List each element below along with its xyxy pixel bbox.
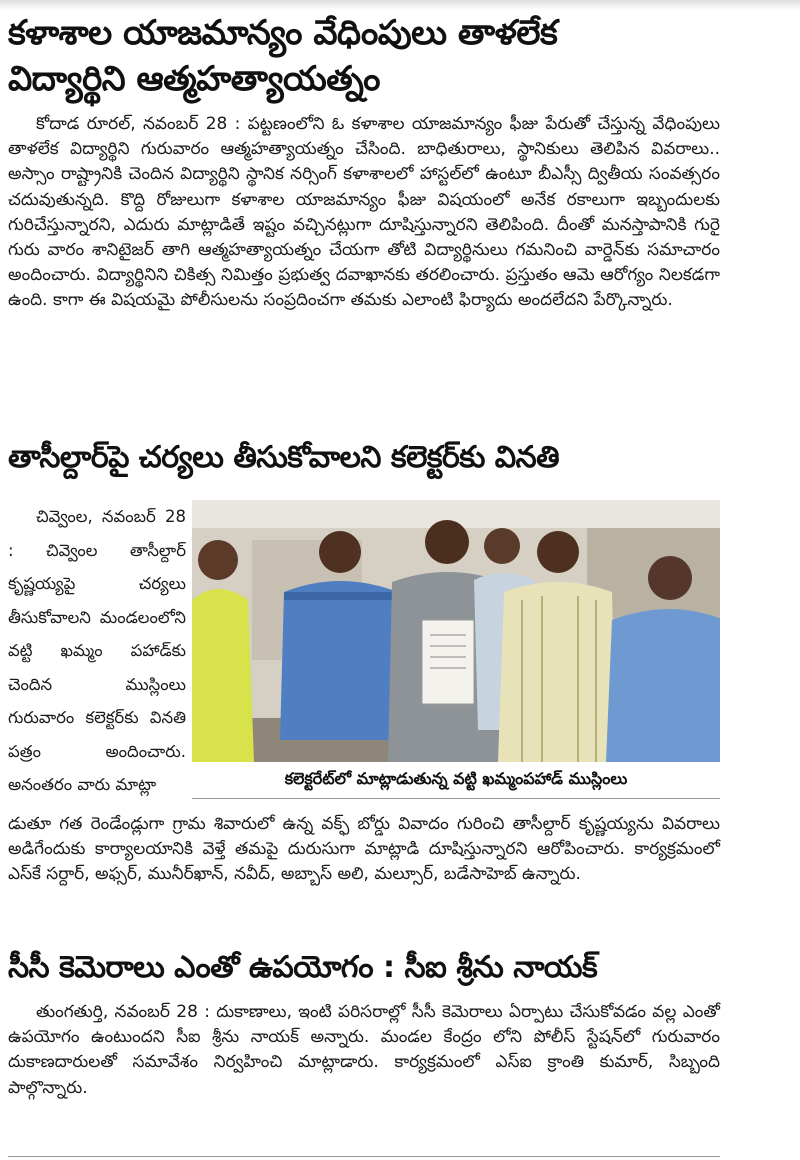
article3-body xyxy=(8,1000,720,1101)
article2-body-left-text: చివ్వెంల, నవంబర్ 28 : చివ్వెంల తాసీల్దార్ కృష్ణయ్యపై చర్యలు తీసుకోవాలని మండలంలోని వట్టి ఖమ్మం పహాడ్‌కు చెందిన ముస్లింలు గురువారం కలెక్టర్‌కు వినతి పత్రం అందించారు. అనంతరం వారు మాట్లా xyxy=(8,507,186,794)
article1-headline-line1: కళాశాల యాజమాన్యం వేధింపులు తాళలేక xyxy=(8,13,558,53)
article2-body-continued: డుతూ గత రెండేండ్లుగా గ్రామ శివారులో ఉన్న వక్ఫ్ బోర్డు వివాదం గురించి తాసీల్దార్ కృష్ణయ్యను వివరాలు అడిగేందుకు కార్యాలయానికి వెళ్తే తమపై దురుసుగా మాట్లాడి దూషిస్తున్నారని ఆరోపించారు. కార్యక్రమంలో ఎస్‌కే సర్దార్, అఫ్సర్, మునీర్‌ఖాన్, నవీద్, అబ్బాస్ అలి, మల్సూర్, బడేసాహెబ్ ఉన్నారు. xyxy=(8,814,720,885)
article1-headline-line2: విద్యార్థిని ఆత్మహత్యాయత్నం xyxy=(8,59,380,99)
cropped-top-edge xyxy=(0,0,800,10)
group-photo-illustration xyxy=(192,500,720,762)
article3-body-text: తుంగతుర్తి, నవంబర్ 28 : దుకాణాలు, ఇంటి పరిసరాల్లో సీసీ కెమెరాలు ఏర్పాటు చేసుకోవడం వల్ల ఎంతో ఉపయోగం ఉంటుందని సీఐ శ్రీను నాయక్ అన్నారు. మండల కేంద్రం లోని పోలీస్ స్టేషన్‌లో గురువారం దుకాణదారులతో సమావేశం నిర్వహించి మాట్లాడారు. కార్యక్రమంలో ఎస్ఐ క్రాంతి కుమార్, సిబ్బంది పాల్గొన్నారు. xyxy=(8,1002,720,1098)
article1-body-text: కోదాడ రూరల్, నవంబర్ 28 : పట్టణంలోని ఓ కళాశాల యాజమాన్యం ఫీజు పేరుతో చేస్తున్న వేధింపులు తాళలేక విద్యార్థిని గురువారం ఆత్మహత్యాయత్నం చేసింది. బాధితురాలు, స్థానికులు తెలిపిన వివరాలు.. అస్సాం రాష్ట్రానికి చెందిన విద్యార్థిని స్థానిక నర్సింగ్ కళాశాలలో హాస్టల్‌లో ఉంటూ బీఎస్సీ ద్వితీయ సంవత్సరం చదువుతున్నది. కొద్ది రోజులుగా కళాశాల యాజమాన్యం ఫీజు విషయంలో అనేక రకాలుగా ఇబ్బందులకు గురిచేస్తున్నారని, ఎదురు మాట్లాడితే ఇష్టం వచ్చినట్లుగా దూషిస్తున్నారని తెలిపింది. దీంతో మనస్తాపానికి గురై గురు వారం శానిటైజర్ తాగి ఆత్మహత్యాయత్నం చేయగా తోటి విద్యార్థినులు గమనించి వార్డెన్‌కు సమాచారం అందించారు. విద్యార్థినిని చికిత్స నిమిత్తం ప్రభుత్వ దవాఖానకు తరలించారు. ప్రస్తుతం ఆమె ఆరోగ్యం నిలకడగా ఉంది. కాగా ఈ విషయమై పోలీసులను సంప్రదించగా తమకు ఎలాంటి ఫిర్యాదు అందలేదని పేర్కొన్నారు. xyxy=(8,114,720,311)
bottom-divider xyxy=(8,1156,720,1157)
article1-body xyxy=(8,112,720,314)
caption-divider xyxy=(192,798,720,799)
article2-body-column xyxy=(8,500,186,802)
photo-caption: కలెక్టరేట్‌లో మాట్లాడుతున్న వట్టి ఖమ్మంపహాడ్ ముస్లింలు xyxy=(284,769,628,788)
article3-headline: సీసీ కెమెరాలు ఎంతో ఉపయోగం : సీఐ శ్రీను నాయక్ xyxy=(8,950,598,985)
article2-headline: తాసీల్దార్‌పై చర్యలు తీసుకోవాలని కలెక్టర్‌కు వినతి xyxy=(8,440,560,475)
article2-photo xyxy=(192,500,720,762)
